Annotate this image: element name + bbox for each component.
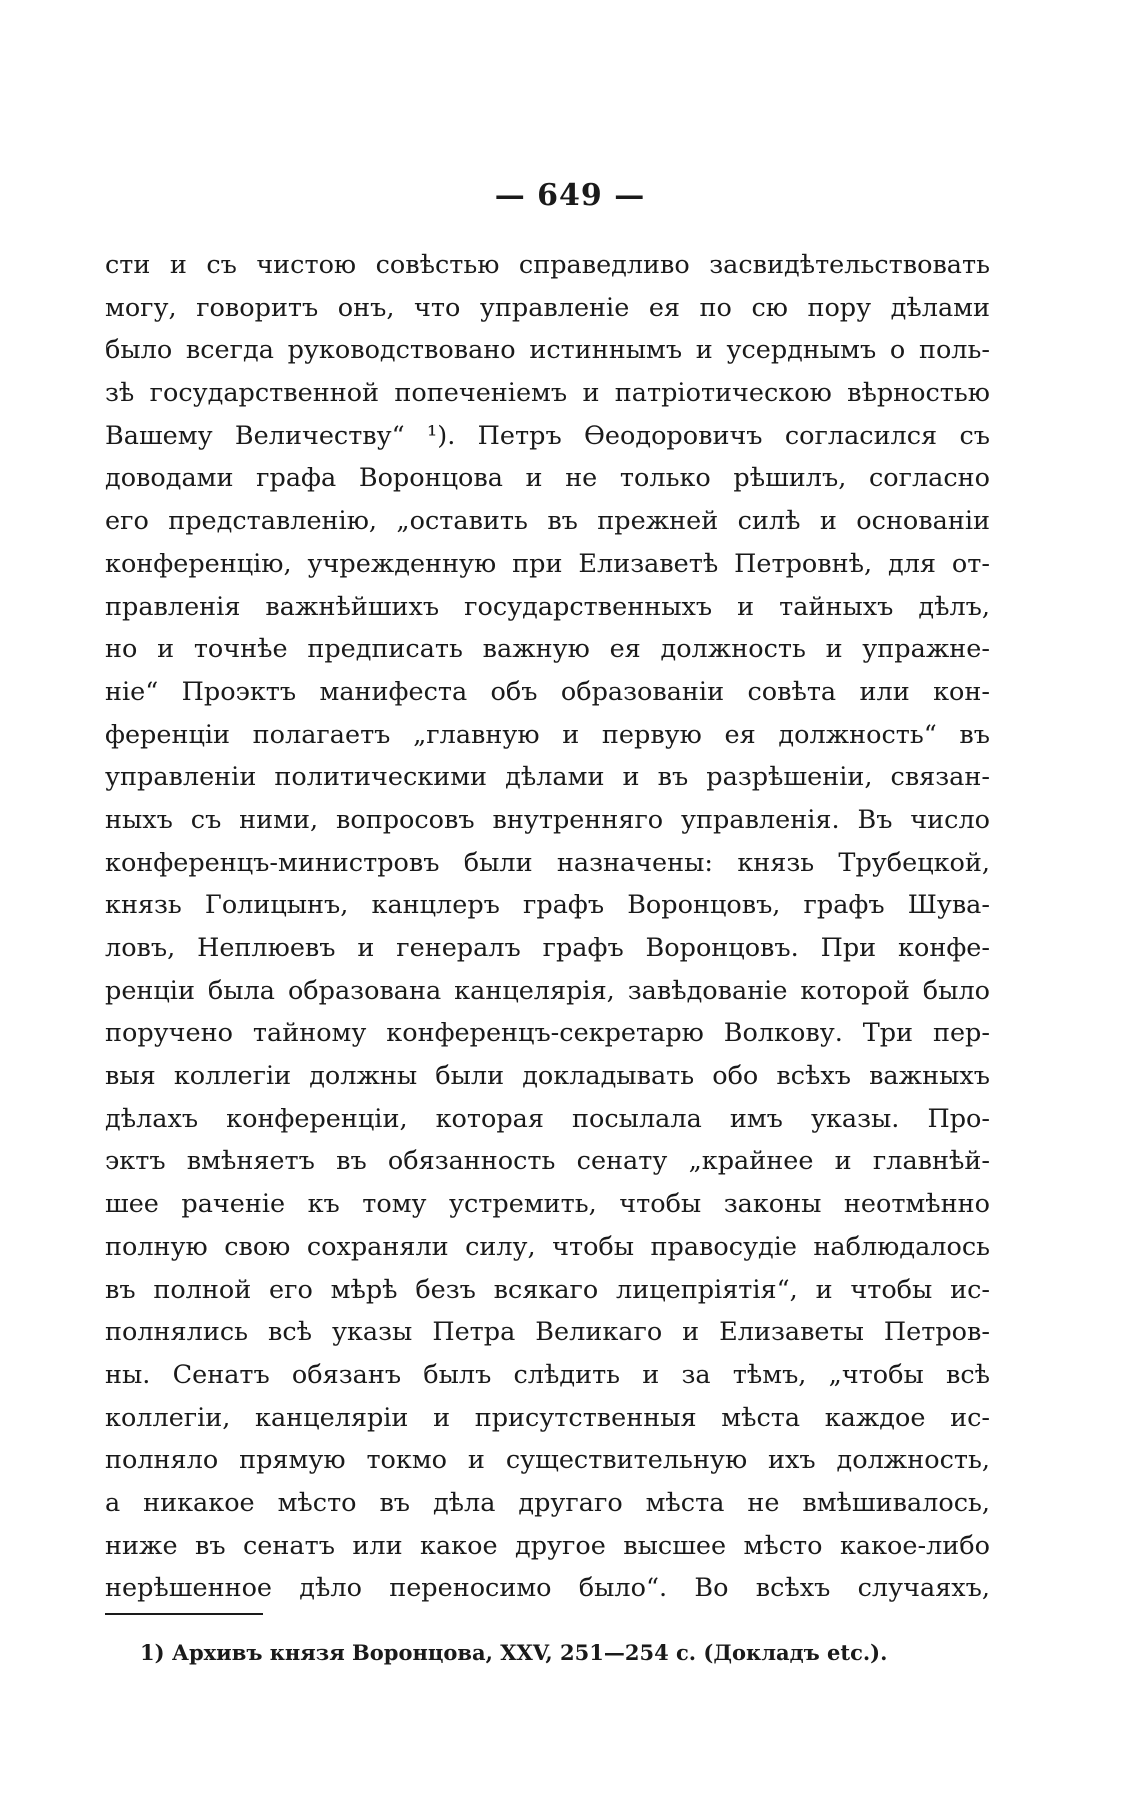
page-number: — 649 —	[494, 178, 646, 213]
text-line: князь Голицынъ, канцлеръ графъ Воронцовъ, графъ Шува-	[105, 890, 990, 921]
text-line: ныхъ съ ними, вопросовъ внутренняго управленія. Въ число	[105, 804, 990, 835]
text-line: ловъ, Неплюевъ и генералъ графъ Воронцовъ. При конфе-	[105, 933, 990, 963]
text-line: его представленію, „оставить въ прежней силѣ и основаніи	[105, 506, 990, 537]
text-line: ренціи была образована канцелярія, завѣдованіе которой было	[105, 975, 990, 1006]
text-line: полную свою сохраняли силу, чтобы правосудіе наблюдалось	[105, 1231, 990, 1262]
text-line: конференцію, учрежденную при Елизаветѣ Петровнѣ, для от-	[105, 548, 990, 579]
body-text	[105, 244, 990, 1610]
text-line: поручено тайному конференцъ-секретарю Волкову. Три пер-	[105, 1018, 990, 1049]
text-line: управленіи политическими дѣлами и въ разрѣшеніи, связан-	[105, 762, 990, 793]
text-line: Вашему Величеству“ ¹). Петръ Ѳеодоровичъ согласился съ	[105, 420, 990, 451]
text-line: полняло прямую токмо и существительную ихъ должность,	[105, 1445, 990, 1476]
text-line: сти и съ чистою совѣстью справедливо засвидѣтельствовать	[105, 250, 990, 280]
footnote-divider	[105, 1613, 263, 1615]
text-line: правленія важнѣйшихъ государственныхъ и тайныхъ дѣлъ,	[105, 591, 990, 622]
text-line: ніе“ Проэктъ манифеста объ образованіи совѣта или кон-	[105, 676, 990, 707]
text-line: эктъ вмѣняетъ въ обязанность сенату „крайнее и главнѣй-	[105, 1146, 990, 1177]
text-line: но и точнѣе предписать важную ея должность и упражне-	[105, 634, 990, 665]
text-line: ниже въ сенатъ или какое другое высшее мѣсто какое-либо	[105, 1530, 990, 1561]
text-line: могу, говоритъ онъ, что управленіе ея по сю пору дѣлами	[105, 292, 990, 323]
footnote: 1) Архивъ князя Воронцова, XXV, 251—254 с. (Докладъ etc.).	[140, 1640, 888, 1665]
text-line: а никакое мѣсто въ дѣла другаго мѣста не вмѣшивалось,	[105, 1487, 990, 1518]
text-line: конференцъ-министровъ были назначены: князь Трубецкой,	[105, 847, 990, 878]
text-line: нерѣшенное дѣло переносимо было“. Во всѣхъ случаяхъ,	[105, 1573, 990, 1604]
text-line: выя коллегіи должны были докладывать обо всѣхъ важныхъ	[105, 1061, 990, 1092]
text-line: доводами графа Воронцова и не только рѣшилъ, согласно	[105, 463, 990, 494]
text-line: ны. Сенатъ обязанъ былъ слѣдить и за тѣмъ, „чтобы всѣ	[105, 1359, 990, 1390]
text-line: полнялись всѣ указы Петра Великаго и Елизаветы Петров-	[105, 1317, 990, 1348]
text-line: дѣлахъ конференціи, которая посылала имъ указы. Про-	[105, 1103, 990, 1134]
text-line: коллегіи, канцеляріи и присутственныя мѣста каждое ис-	[105, 1402, 990, 1433]
text-line: зѣ государственной попеченіемъ и патріотическою вѣрностью	[105, 378, 990, 409]
text-line: было всегда руководствовано истиннымъ и усерднымъ о поль-	[105, 335, 990, 366]
text-line: ференціи полагаетъ „главную и первую ея должность“ въ	[105, 719, 990, 750]
text-line: шее раченіе къ тому устремить, чтобы законы неотмѣнно	[105, 1189, 990, 1220]
text-line: въ полной его мѣрѣ безъ всякаго лицепріятія“, и чтобы ис-	[105, 1274, 990, 1305]
